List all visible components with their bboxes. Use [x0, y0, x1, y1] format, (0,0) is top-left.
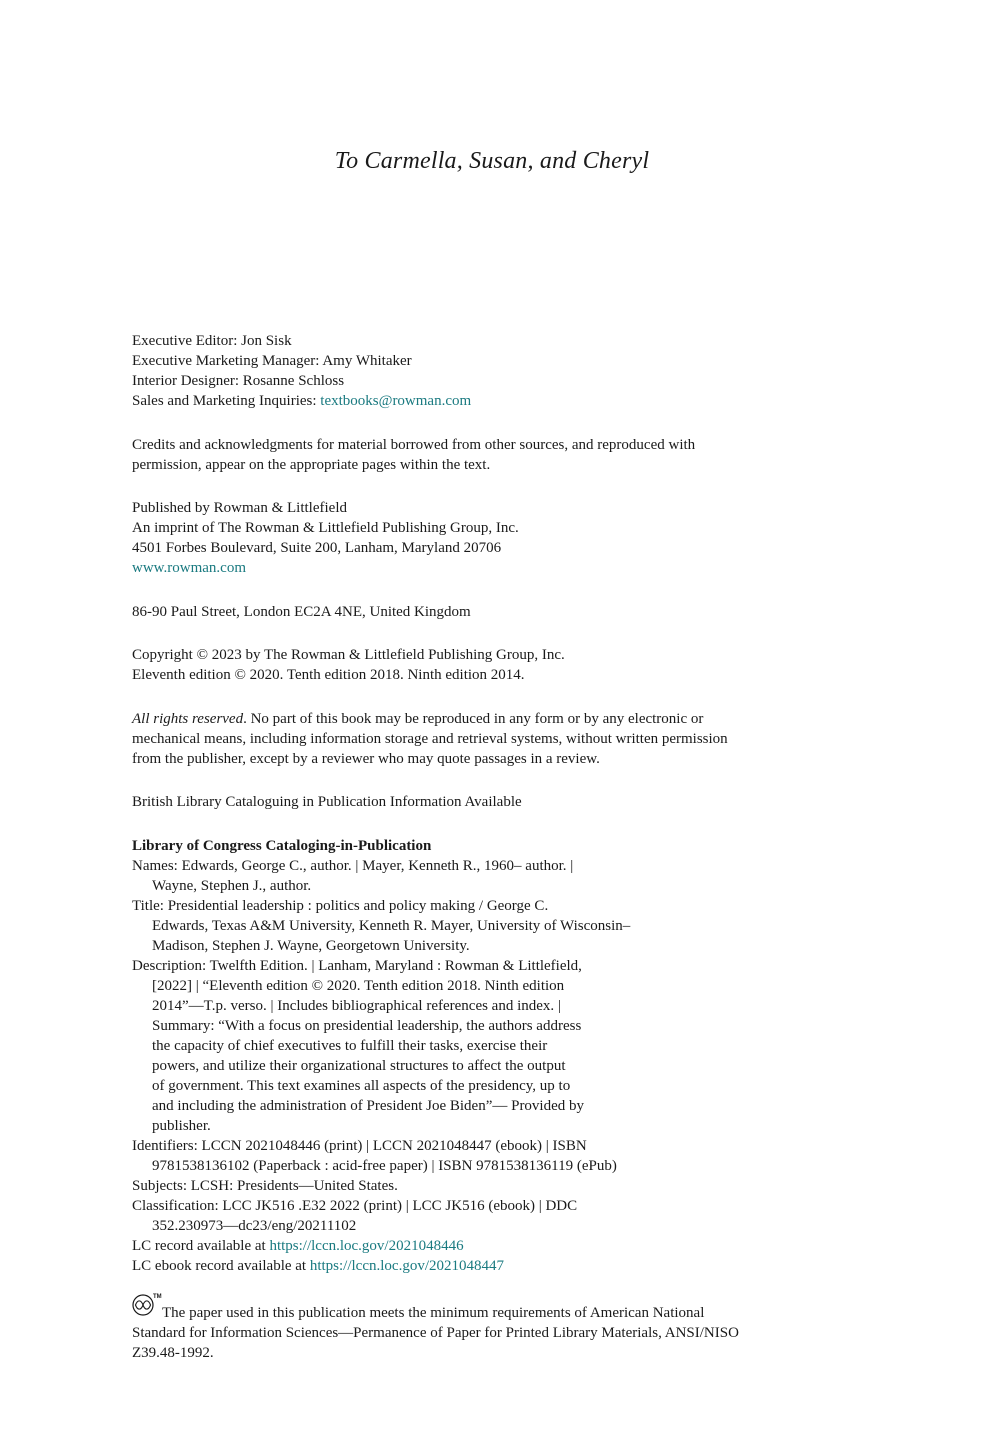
sales-inquiries — [132, 391, 832, 411]
rights-reserved: All rights reserved — [132, 710, 244, 727]
cip-line: 2014”—T.p. verso. | Includes bibliographical references and index. | — [152, 997, 561, 1014]
publisher-line: 4501 Forbes Boulevard, Suite 200, Lanham, Maryland 20706 — [132, 540, 502, 556]
paper-notice — [132, 1294, 832, 1363]
cip-line: 352.230973—dc23/eng/20211102 — [152, 1217, 357, 1234]
cip-identifiers — [132, 1136, 832, 1176]
london-address-line: 86-90 Paul Street, London EC2A 4NE, United Kingdom — [132, 603, 471, 620]
london-address — [132, 602, 832, 622]
publisher-line: Published by Rowman & Littlefield — [132, 500, 347, 516]
cip-line: Description: Twelfth Edition. | Lanham, Maryland : Rowman & Littlefield, — [132, 957, 582, 974]
cip-line: Names: Edwards, George C., author. | Mayer, Kenneth R., 1960– author. | — [132, 857, 574, 874]
publisher-website-link[interactable]: www.rowman.com — [132, 560, 247, 576]
dedication: To Carmella, Susan, and Cheryl — [334, 148, 650, 174]
lc-record-link[interactable]: https://lccn.loc.gov/2021048446 — [269, 1237, 464, 1254]
sales-label: Sales and Marketing Inquiries: — [132, 393, 321, 409]
credits-line: Credits and acknowledgments for material borrowed from other sources, and reproduced with — [132, 436, 696, 453]
tm-mark: TM — [153, 1294, 162, 1300]
publisher-info — [132, 498, 832, 578]
copyright-line: Copyright © 2023 by The Rowman & Littlefield Publishing Group, Inc. — [132, 647, 565, 663]
sales-email-link[interactable]: textbooks@rowman.com — [320, 393, 472, 409]
lc-ebook-link[interactable]: https://lccn.loc.gov/2021048447 — [309, 1257, 504, 1274]
lc-ebook-record — [132, 1256, 832, 1276]
cip-line: 9781538136102 (Paperback : acid-free paper) | ISBN 9781538136119 (ePub) — [152, 1157, 617, 1174]
rights-line: from the publisher, except by a reviewer who may quote passages in a review. — [132, 750, 600, 767]
publisher-line: An imprint of The Rowman & Littlefield Publishing Group, Inc. — [132, 520, 519, 536]
cip-line: the capacity of chief executives to fulfill their tasks, exercise their — [152, 1037, 548, 1054]
cip-line: Classification: LCC JK516 .E32 2022 (print) | LCC JK516 (ebook) | DDC — [132, 1197, 578, 1214]
cip-line: Title: Presidential leadership : politics and policy making / George C. — [132, 897, 549, 914]
lc-record-label: LC record available at — [132, 1237, 270, 1254]
cip-description — [132, 956, 832, 1136]
cip-line: Summary: “With a focus on presidential leadership, the authors address — [152, 1017, 582, 1034]
cip-line: Edwards, Texas A&M University, Kenneth R. Mayer, University of Wisconsin– — [152, 917, 631, 934]
paper-line — [132, 1294, 832, 1323]
british-library-line: British Library Cataloguing in Publication Information Available — [132, 794, 522, 810]
cip-title — [132, 896, 832, 956]
cip-line: powers, and utilize their organizational structures to affect the output — [152, 1057, 566, 1074]
cip-line: Madison, Stephen J. Wayne, Georgetown University. — [152, 937, 470, 954]
paper-line: Z39.48-1992. — [132, 1345, 214, 1361]
staff-line: Interior Designer: Rosanne Schloss — [132, 373, 345, 389]
cip-data — [132, 836, 832, 1276]
rights-text: . No part of this book may be reproduced in any form or by any electronic or — [243, 710, 704, 727]
rights-line: mechanical means, including information storage and retrieval systems, without written permission — [132, 730, 728, 747]
paper-text: The paper used in this publication meets the minimum requirements of American National — [162, 1305, 705, 1321]
cip-line: [2022] | “Eleventh edition © 2020. Tenth edition 2018. Ninth edition — [152, 977, 565, 994]
lc-record — [132, 1236, 832, 1256]
cip-line: Wayne, Stephen J., author. — [152, 877, 312, 894]
paper-line: Standard for Information Sciences—Permanence of Paper for Printed Library Materials, ANSI/NISO — [132, 1325, 739, 1341]
rights-line — [132, 709, 832, 729]
lc-ebook-label: LC ebook record available at — [132, 1257, 310, 1274]
staff-credits — [132, 331, 832, 411]
staff-line: Executive Editor: Jon Sisk — [132, 333, 292, 349]
cip-line: Identifiers: LCCN 2021048446 (print) | LCCN 2021048447 (ebook) | ISBN — [132, 1137, 587, 1154]
cip-line: publisher. — [152, 1117, 211, 1134]
cip-subjects: Subjects: LCSH: Presidents—United States. — [132, 1177, 398, 1194]
copyright-line: Eleventh edition © 2020. Tenth edition 2018. Ninth edition 2014. — [132, 667, 525, 683]
cip-line: of government. This text examines all aspects of the presidency, up to — [152, 1077, 571, 1094]
staff-line: Executive Marketing Manager: Amy Whitaker — [132, 353, 412, 369]
credits-line: permission, appear on the appropriate pages within the text. — [132, 456, 491, 473]
copyright-notice — [132, 645, 832, 685]
rights-notice — [132, 709, 832, 769]
credits-notice — [132, 435, 832, 475]
copyright-page-body — [132, 331, 832, 1387]
cip-classification — [132, 1196, 832, 1236]
infinity-permanence-icon — [132, 1294, 162, 1319]
cip-line: and including the administration of President Joe Biden”— Provided by — [152, 1097, 585, 1114]
cip-heading: Library of Congress Cataloging-in-Publication — [132, 837, 432, 854]
cip-names — [132, 856, 832, 896]
british-library-notice — [132, 792, 832, 812]
